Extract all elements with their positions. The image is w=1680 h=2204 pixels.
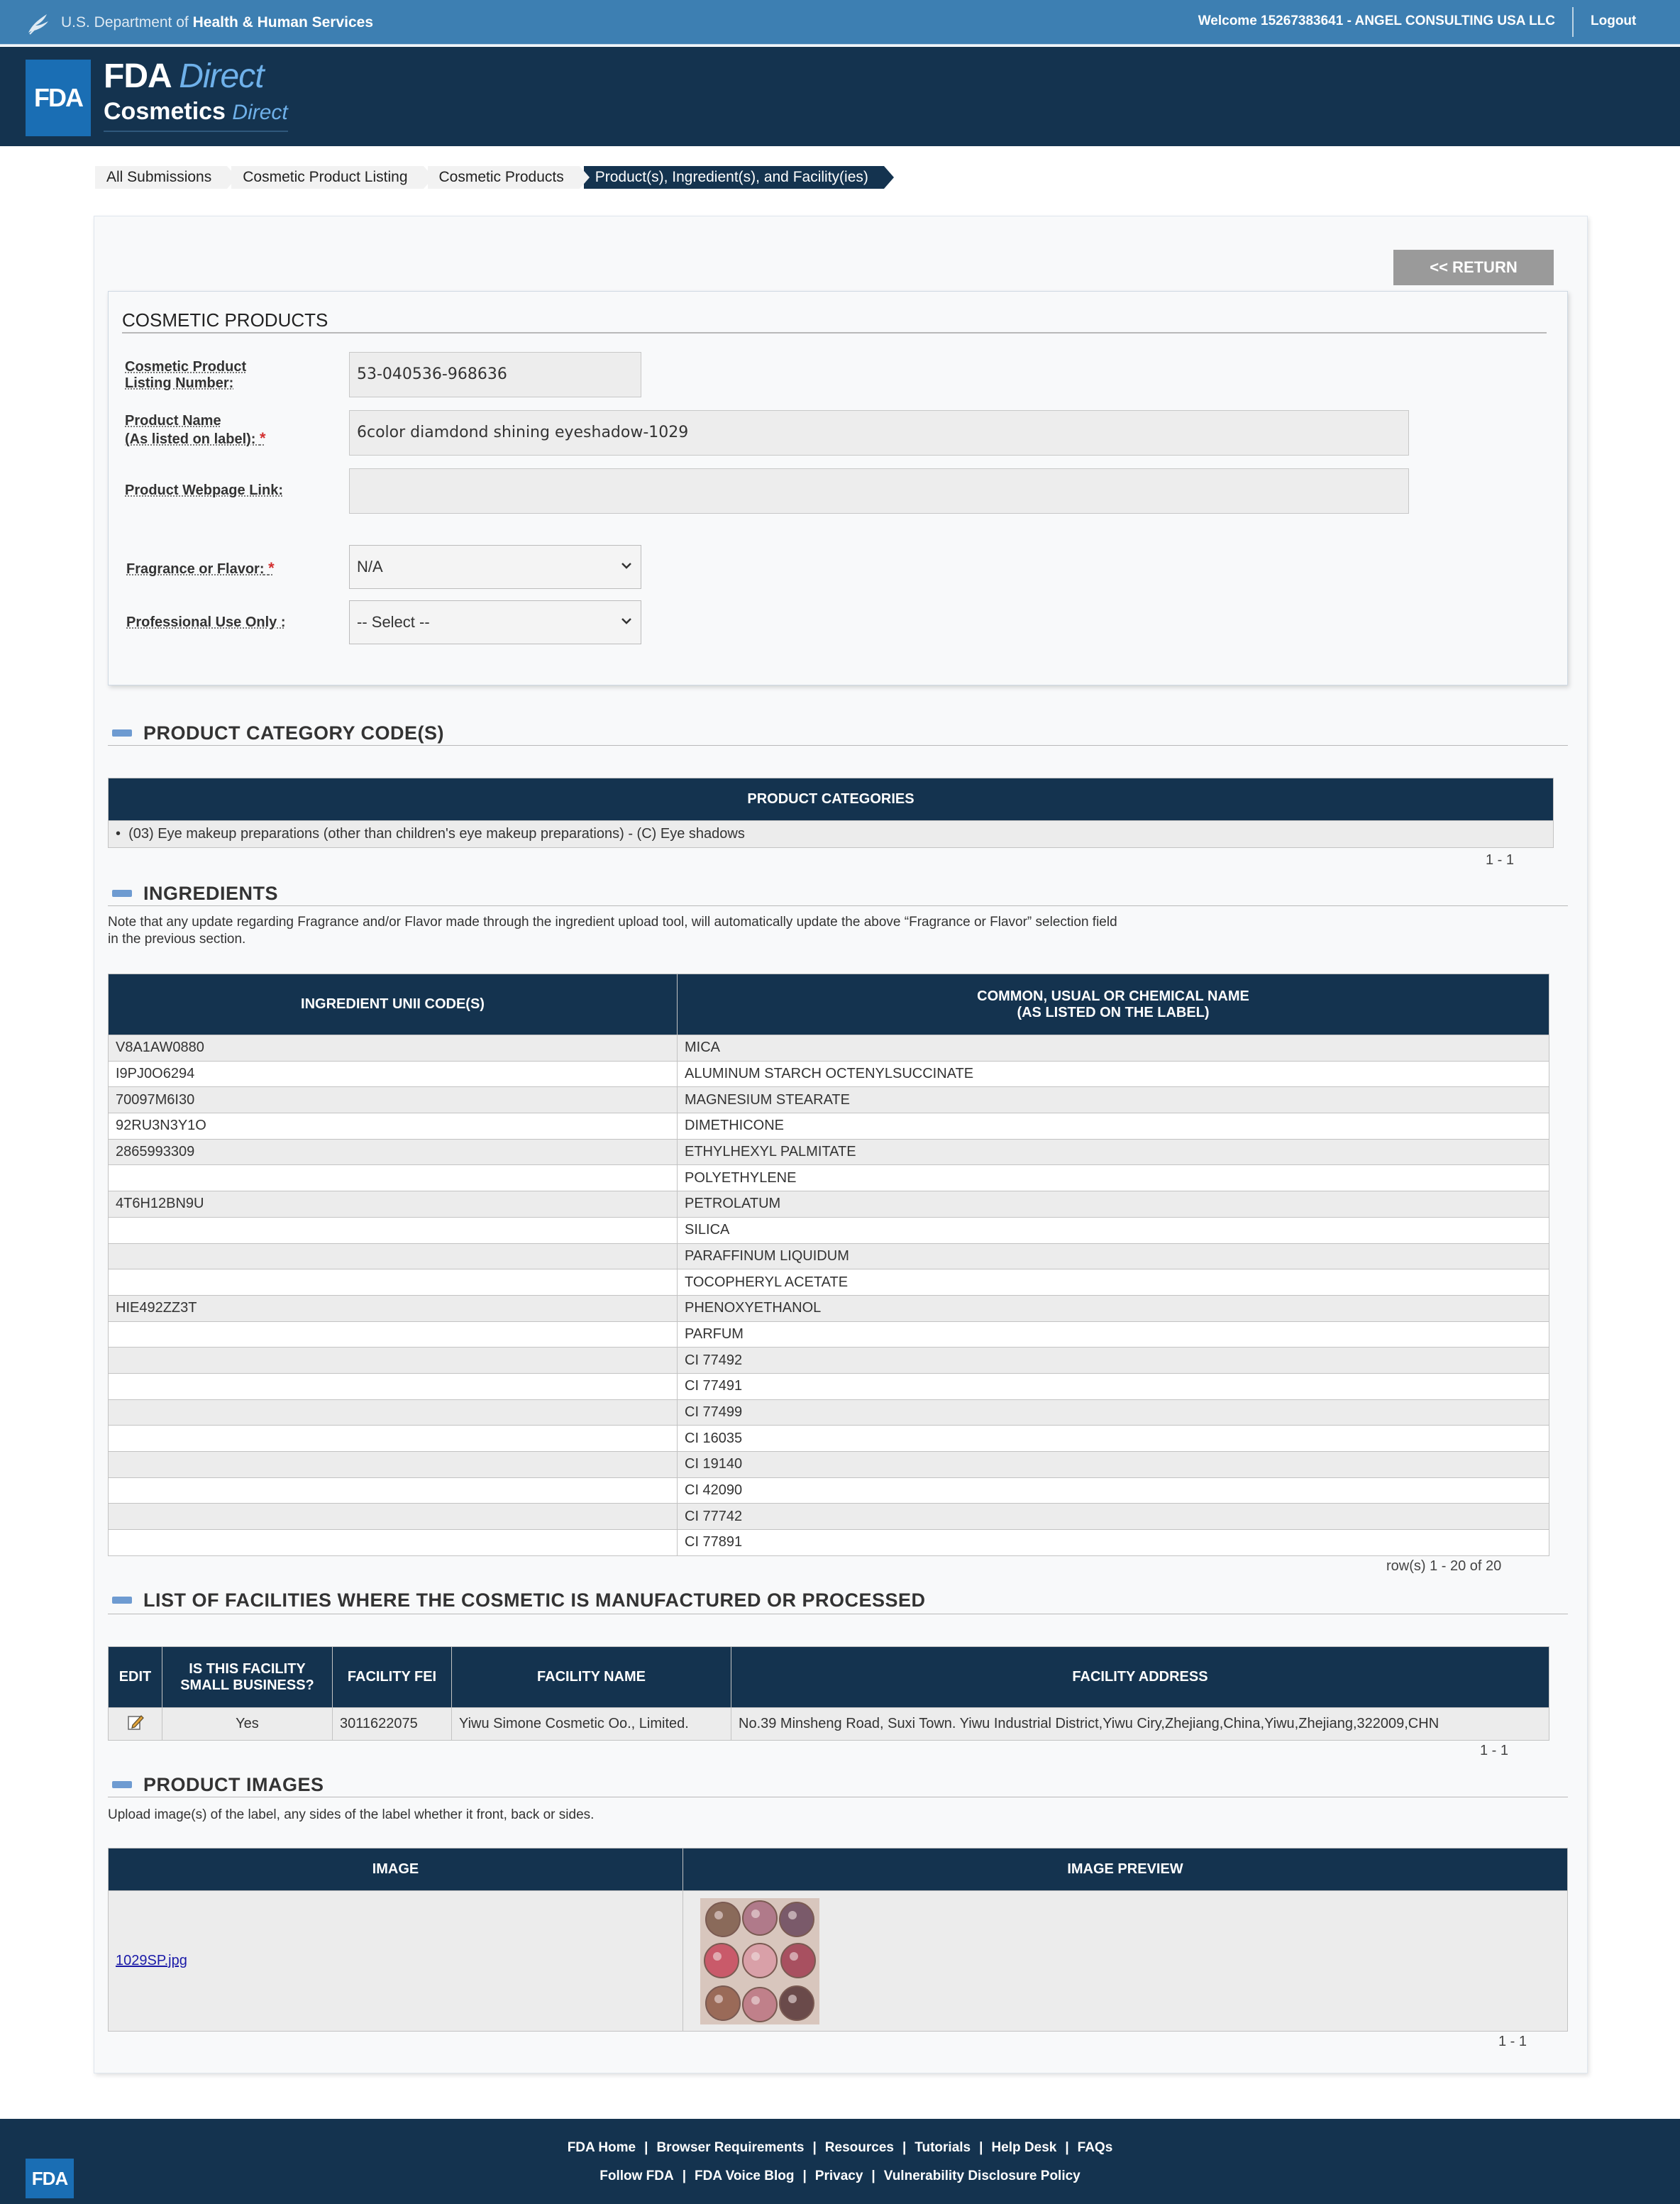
table-row (109, 821, 1554, 848)
unii-code-cell (109, 1165, 678, 1191)
unii-code-cell: I9PJ0O6294 (109, 1061, 678, 1087)
column-header: IMAGE PREVIEW (683, 1848, 1568, 1891)
category-pager: 1 - 1 (1486, 852, 1515, 868)
facilities-pager: 1 - 1 (1480, 1743, 1509, 1758)
table-row (109, 1295, 1549, 1321)
ingredient-name-cell: DIMETHICONE (678, 1113, 1549, 1140)
cosmetics-direct-title: Cosmetics Direct (104, 98, 288, 125)
ingredient-name-cell: MICA (678, 1035, 1549, 1062)
images-table (108, 1848, 1568, 2032)
table-row (109, 1269, 1549, 1296)
collapse-icon[interactable] (112, 729, 132, 737)
ingredient-name-cell: MAGNESIUM STEARATE (678, 1087, 1549, 1113)
ingredient-name-cell: PETROLATUM (678, 1191, 1549, 1218)
ingredient-name-cell: CI 77499 (678, 1399, 1549, 1426)
image-preview-cell (683, 1891, 1568, 2032)
images-note: Upload image(s) of the label, any sides of the label whether it front, back or sides. (108, 1807, 595, 1822)
ingredient-name-cell: ALUMINUM STARCH OCTENYLSUCCINATE (678, 1061, 1549, 1087)
unii-code-cell (109, 1530, 678, 1556)
ingredient-name-cell: CI 19140 (678, 1452, 1549, 1478)
category-heading: PRODUCT CATEGORY CODE(S) (143, 722, 445, 744)
ingredient-name-cell: POLYETHYLENE (678, 1165, 1549, 1191)
footer-links-secondary (0, 2169, 1680, 2184)
footer-link[interactable]: Follow FDA (599, 2169, 674, 2183)
breadcrumb-current: Product(s), Ingredient(s), and Facility(ies) (584, 166, 884, 189)
eyeshadow-palette-image (700, 1898, 819, 2024)
required-marker: * (268, 559, 275, 577)
table-row (109, 1504, 1549, 1530)
column-header: FACILITY NAME (452, 1647, 731, 1708)
divider (122, 332, 1547, 334)
small-business-cell: Yes (162, 1708, 333, 1741)
fragrance-select[interactable] (349, 545, 641, 589)
product-name-field[interactable]: 6color diamdond shining eyeshadow-1029 (349, 410, 1409, 456)
webpage-link-label: Product Webpage Link: (125, 483, 283, 498)
divider (108, 905, 1568, 906)
table-row (109, 1348, 1549, 1374)
facility-name-cell: Yiwu Simone Cosmetic Oo., Limited. (452, 1708, 731, 1741)
image-file-cell (109, 1891, 683, 2032)
footer-separator: | (871, 2169, 875, 2183)
column-header: PRODUCT CATEGORIES (109, 778, 1554, 821)
column-header: FACILITY ADDRESS (731, 1647, 1549, 1708)
hhs-label: U.S. Department of Health & Human Services (61, 14, 374, 31)
required-marker: * (260, 429, 266, 447)
table-row (109, 1035, 1549, 1062)
ingredient-name-cell: CI 77491 (678, 1373, 1549, 1399)
ingredient-name-cell: PARAFFINUM LIQUIDUM (678, 1243, 1549, 1269)
footer-link[interactable]: Privacy (814, 2169, 863, 2183)
footer (0, 2119, 1680, 2204)
unii-code-cell (109, 1269, 678, 1296)
footer-link[interactable]: Resources (824, 2140, 894, 2155)
ingredients-heading: INGREDIENTS (143, 883, 279, 904)
divider (104, 131, 288, 132)
table-row (109, 1243, 1549, 1269)
footer-link[interactable]: Browser Requirements (656, 2140, 805, 2155)
unii-code-cell (109, 1477, 678, 1504)
table-row (109, 1452, 1549, 1478)
footer-link[interactable]: FAQs (1077, 2140, 1113, 2155)
logout-link[interactable]: Logout (1591, 13, 1637, 28)
unii-code-cell (109, 1243, 678, 1269)
collapse-icon[interactable] (112, 890, 132, 897)
breadcrumb-all-submissions[interactable]: All Submissions (95, 166, 227, 189)
hhs-top-bar (0, 0, 1680, 45)
ingredient-name-cell: TOCOPHERYL ACETATE (678, 1269, 1549, 1296)
unii-code-cell: V8A1AW0880 (109, 1035, 678, 1062)
professional-use-label: Professional Use Only : (126, 615, 286, 630)
facility-address-cell: No.39 Minsheng Road, Suxi Town. Yiwu Industrial District,Yiwu Ciry,Zhejiang,China,Yiwu,Zhejiang,322009,CHN (731, 1708, 1549, 1741)
unii-code-cell (109, 1373, 678, 1399)
image-preview-thumbnail[interactable] (700, 1898, 819, 2024)
fragrance-value: N/A (357, 558, 383, 575)
facilities-heading: LIST OF FACILITIES WHERE THE COSMETIC IS MANUFACTURED OR PROCESSED (143, 1589, 926, 1611)
listing-number-field[interactable]: 53-040536-968636 (349, 352, 641, 397)
facility-fei-cell: 3011622075 (333, 1708, 452, 1741)
footer-separator: | (682, 2169, 687, 2183)
ingredient-name-cell: PHENOXYETHANOL (678, 1295, 1549, 1321)
ingredients-pager: row(s) 1 - 20 of 20 (1386, 1558, 1502, 1574)
table-row (109, 1061, 1549, 1087)
ingredient-name-cell: CI 16035 (678, 1426, 1549, 1452)
category-item: • (03) Eye makeup preparations (other than children's eye makeup preparations) - (C) Eye shadows (109, 821, 1554, 848)
table-row (109, 1399, 1549, 1426)
image-file-link[interactable]: 1029SP.jpg (116, 1953, 187, 1968)
fragrance-label: Fragrance or Flavor: * (126, 559, 275, 577)
table-row (109, 1477, 1549, 1504)
column-header: FACILITY FEI (333, 1647, 452, 1708)
table-row (109, 1191, 1549, 1218)
footer-separator: | (1065, 2140, 1069, 2155)
footer-links-primary (0, 2140, 1680, 2156)
unii-code-cell: 2865993309 (109, 1139, 678, 1165)
ingredients-note: Note that any update regarding Fragrance and/or Flavor made through the ingredient upload tool, will automatically update the above “Fragrance or Flavor” selection field in the previous section. (108, 915, 1117, 947)
unii-code-cell (109, 1399, 678, 1426)
images-pager: 1 - 1 (1498, 2034, 1527, 2049)
breadcrumb-cosmetic-products[interactable]: Cosmetic Products (428, 166, 580, 189)
column-header: IMAGE (109, 1848, 683, 1891)
unii-code-cell: 92RU3N3Y1O (109, 1113, 678, 1140)
welcome-text: Welcome 15267383641 - ANGEL CONSULTING USA LLC (1198, 13, 1555, 28)
ingredient-name-cell: CI 42090 (678, 1477, 1549, 1504)
chevron-down-icon (621, 560, 632, 571)
return-button[interactable]: << RETURN (1393, 250, 1554, 285)
unii-code-cell: 70097M6I30 (109, 1087, 678, 1113)
unii-code-cell (109, 1504, 678, 1530)
facilities-table (108, 1646, 1549, 1741)
divider (108, 745, 1568, 746)
ingredient-name-cell: PARFUM (678, 1321, 1549, 1348)
unii-code-cell (109, 1348, 678, 1374)
edit-cell (109, 1708, 162, 1741)
table-row (109, 1113, 1549, 1140)
table-row (109, 1891, 1568, 2032)
chevron-down-icon (621, 615, 632, 627)
fda-logo[interactable]: FDA (26, 60, 91, 136)
column-header: IS THIS FACILITY SMALL BUSINESS? (162, 1647, 333, 1708)
footer-link[interactable]: Vulnerability Disclosure Policy (883, 2169, 1081, 2183)
webpage-link-field[interactable] (349, 468, 1409, 514)
table-row (109, 1139, 1549, 1165)
unii-code-cell: 4T6H12BN9U (109, 1191, 678, 1218)
footer-link[interactable]: FDA Voice Blog (695, 2169, 795, 2183)
ingredient-name-cell: CI 77891 (678, 1530, 1549, 1556)
column-header: EDIT (109, 1647, 162, 1708)
edit-icon[interactable] (126, 1713, 145, 1731)
footer-link[interactable]: FDA Home (567, 2140, 636, 2155)
footer-separator: | (802, 2169, 807, 2183)
ingredient-name-cell: SILICA (678, 1217, 1549, 1243)
unii-code-cell (109, 1452, 678, 1478)
unii-code-cell (109, 1217, 678, 1243)
footer-link[interactable]: Tutorials (914, 2140, 971, 2155)
collapse-icon[interactable] (112, 1597, 132, 1604)
table-row (109, 1426, 1549, 1452)
column-header: INGREDIENT UNII CODE(S) (109, 974, 678, 1035)
footer-fda-logo[interactable]: FDA (26, 2159, 74, 2198)
images-heading: PRODUCT IMAGES (143, 1774, 324, 1795)
ingredient-name-cell: CI 77742 (678, 1504, 1549, 1530)
table-row (109, 1321, 1549, 1348)
collapse-icon[interactable] (112, 1781, 132, 1788)
fda-header (0, 47, 1680, 146)
hhs-eagle-icon (26, 10, 52, 37)
ingredient-name-cell: ETHYLHEXYL PALMITATE (678, 1139, 1549, 1165)
unii-code-cell (109, 1426, 678, 1452)
footer-separator: | (644, 2140, 648, 2155)
footer-separator: | (902, 2140, 907, 2155)
table-row (109, 1217, 1549, 1243)
footer-link[interactable]: Help Desk (991, 2140, 1057, 2155)
column-header: COMMON, USUAL OR CHEMICAL NAME (AS LISTED ON THE LABEL) (678, 974, 1549, 1035)
footer-separator: | (979, 2140, 983, 2155)
divider (1572, 7, 1574, 37)
footer-separator: | (812, 2140, 817, 2155)
professional-use-value: -- Select -- (357, 613, 430, 631)
table-row (109, 1708, 1549, 1741)
unii-code-cell (109, 1321, 678, 1348)
breadcrumb-cosmetic-product-listing[interactable]: Cosmetic Product Listing (231, 166, 423, 189)
unii-code-cell: HIE492ZZ3T (109, 1295, 678, 1321)
product-name-label: Product Name (As listed on label): * (125, 413, 266, 447)
professional-use-select[interactable] (349, 600, 641, 644)
table-row (109, 1373, 1549, 1399)
table-row (109, 1087, 1549, 1113)
breadcrumb (95, 166, 888, 189)
table-row (109, 1530, 1549, 1556)
table-row (109, 1165, 1549, 1191)
ingredient-name-cell: CI 77492 (678, 1348, 1549, 1374)
fda-direct-title: FDA Direct (104, 57, 264, 95)
section-title: COSMETIC PRODUCTS (122, 309, 328, 331)
listing-number-label: Cosmetic Product Listing Number: (125, 359, 247, 391)
ingredients-table (108, 974, 1549, 1556)
category-table (108, 778, 1554, 848)
